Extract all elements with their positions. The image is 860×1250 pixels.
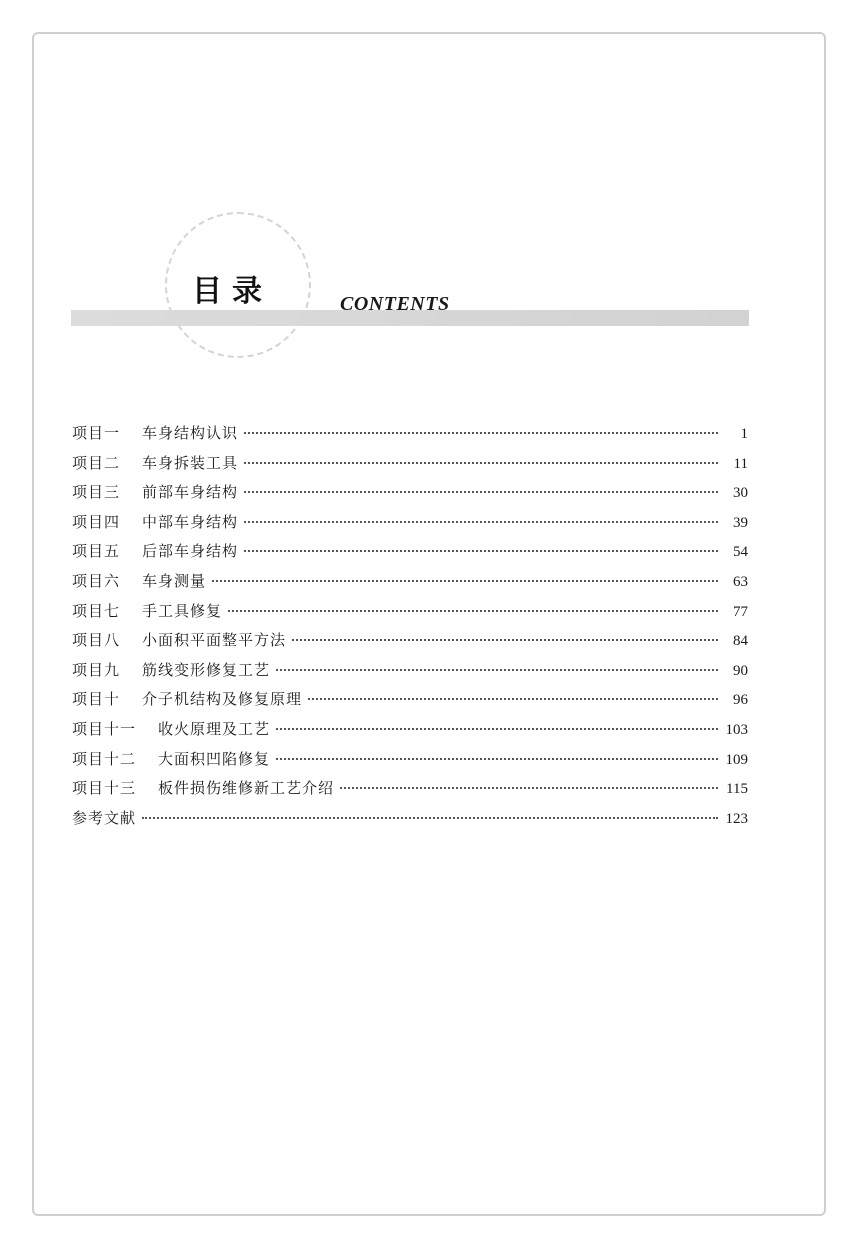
toc-leader-dots <box>340 787 718 789</box>
toc-page-number: 84 <box>733 633 748 650</box>
toc-entry-title: 后部车身结构 <box>142 542 239 561</box>
toc-leader-dots <box>244 550 718 552</box>
toc-leader-dots <box>244 432 718 434</box>
toc-entry-title: 小面积平面整平方法 <box>142 631 287 650</box>
toc-leader-dots <box>308 698 718 700</box>
toc-entry-references[interactable] <box>72 807 748 837</box>
toc-entry-title: 收火原理及工艺 <box>158 719 271 738</box>
toc-page-number: 54 <box>733 544 748 561</box>
toc-page-number: 123 <box>725 810 748 827</box>
toc-entry-title: 筋线变形修复工艺 <box>142 660 271 679</box>
toc-entry[interactable] <box>72 422 748 452</box>
toc-project-label: 项目五 <box>72 542 121 561</box>
toc-page-number: 39 <box>733 514 748 531</box>
toc-leader-dots <box>276 728 718 730</box>
toc-leader-dots <box>228 610 718 612</box>
toc-project-label: 项目七 <box>72 601 121 620</box>
toc-page-number: 1 <box>740 426 748 442</box>
toc-leader-dots <box>244 521 718 523</box>
toc-entry[interactable] <box>72 748 748 778</box>
toc-entry[interactable] <box>72 452 748 482</box>
toc-page-number: 77 <box>733 603 748 620</box>
toc-leader-dots <box>244 462 718 464</box>
toc-entry[interactable] <box>72 600 748 630</box>
toc-leader-dots <box>292 639 718 641</box>
page-subtitle: CONTENTS <box>340 293 450 315</box>
toc-page-number: 103 <box>725 721 748 738</box>
toc-entry-title: 手工具修复 <box>142 601 223 620</box>
table-of-contents <box>72 422 748 836</box>
toc-page-number: 115 <box>726 781 748 798</box>
toc-project-label: 项目十一 <box>72 719 137 738</box>
toc-leader-dots <box>276 669 718 671</box>
toc-entry-title: 中部车身结构 <box>142 512 239 531</box>
toc-entry-title: 板件损伤维修新工艺介绍 <box>158 779 335 798</box>
toc-project-label: 项目三 <box>72 483 121 502</box>
toc-page-number: 90 <box>733 662 748 679</box>
toc-entry[interactable] <box>72 688 748 718</box>
toc-project-label: 项目十 <box>72 690 121 709</box>
toc-project-label: 项目四 <box>72 512 121 531</box>
toc-entry-title: 车身拆装工具 <box>142 453 239 472</box>
toc-page-number: 109 <box>725 751 748 768</box>
toc-entry[interactable] <box>72 481 748 511</box>
toc-entry[interactable] <box>72 659 748 689</box>
toc-entry-title: 大面积凹陷修复 <box>158 749 271 768</box>
toc-entry-title: 参考文献 <box>72 808 137 827</box>
toc-entry-title: 介子机结构及修复原理 <box>142 690 303 709</box>
toc-project-label: 项目二 <box>72 453 121 472</box>
toc-entry-title: 前部车身结构 <box>142 483 239 502</box>
toc-project-label: 项目九 <box>72 660 121 679</box>
toc-leader-dots <box>212 580 718 582</box>
toc-page-number: 96 <box>733 692 748 709</box>
toc-project-label: 项目十二 <box>72 749 137 768</box>
toc-entry[interactable] <box>72 511 748 541</box>
toc-leader-dots <box>142 817 718 819</box>
toc-leader-dots <box>244 491 718 493</box>
toc-entry-title: 车身结构认识 <box>142 424 239 442</box>
toc-leader-dots <box>276 758 718 760</box>
toc-entry-title: 车身测量 <box>142 571 207 590</box>
toc-entry[interactable] <box>72 629 748 659</box>
toc-entry[interactable] <box>72 718 748 748</box>
toc-entry[interactable] <box>72 777 748 807</box>
toc-entry[interactable] <box>72 540 748 570</box>
toc-page-number: 11 <box>733 455 748 472</box>
toc-project-label: 项目一 <box>72 424 121 442</box>
toc-page-number: 30 <box>733 485 748 502</box>
toc-project-label: 项目十三 <box>72 779 137 798</box>
toc-page-number: 63 <box>733 573 748 590</box>
page-title: 目录 <box>192 274 272 309</box>
toc-entry[interactable] <box>72 570 748 600</box>
toc-project-label: 项目八 <box>72 631 121 650</box>
toc-project-label: 项目六 <box>72 571 121 590</box>
